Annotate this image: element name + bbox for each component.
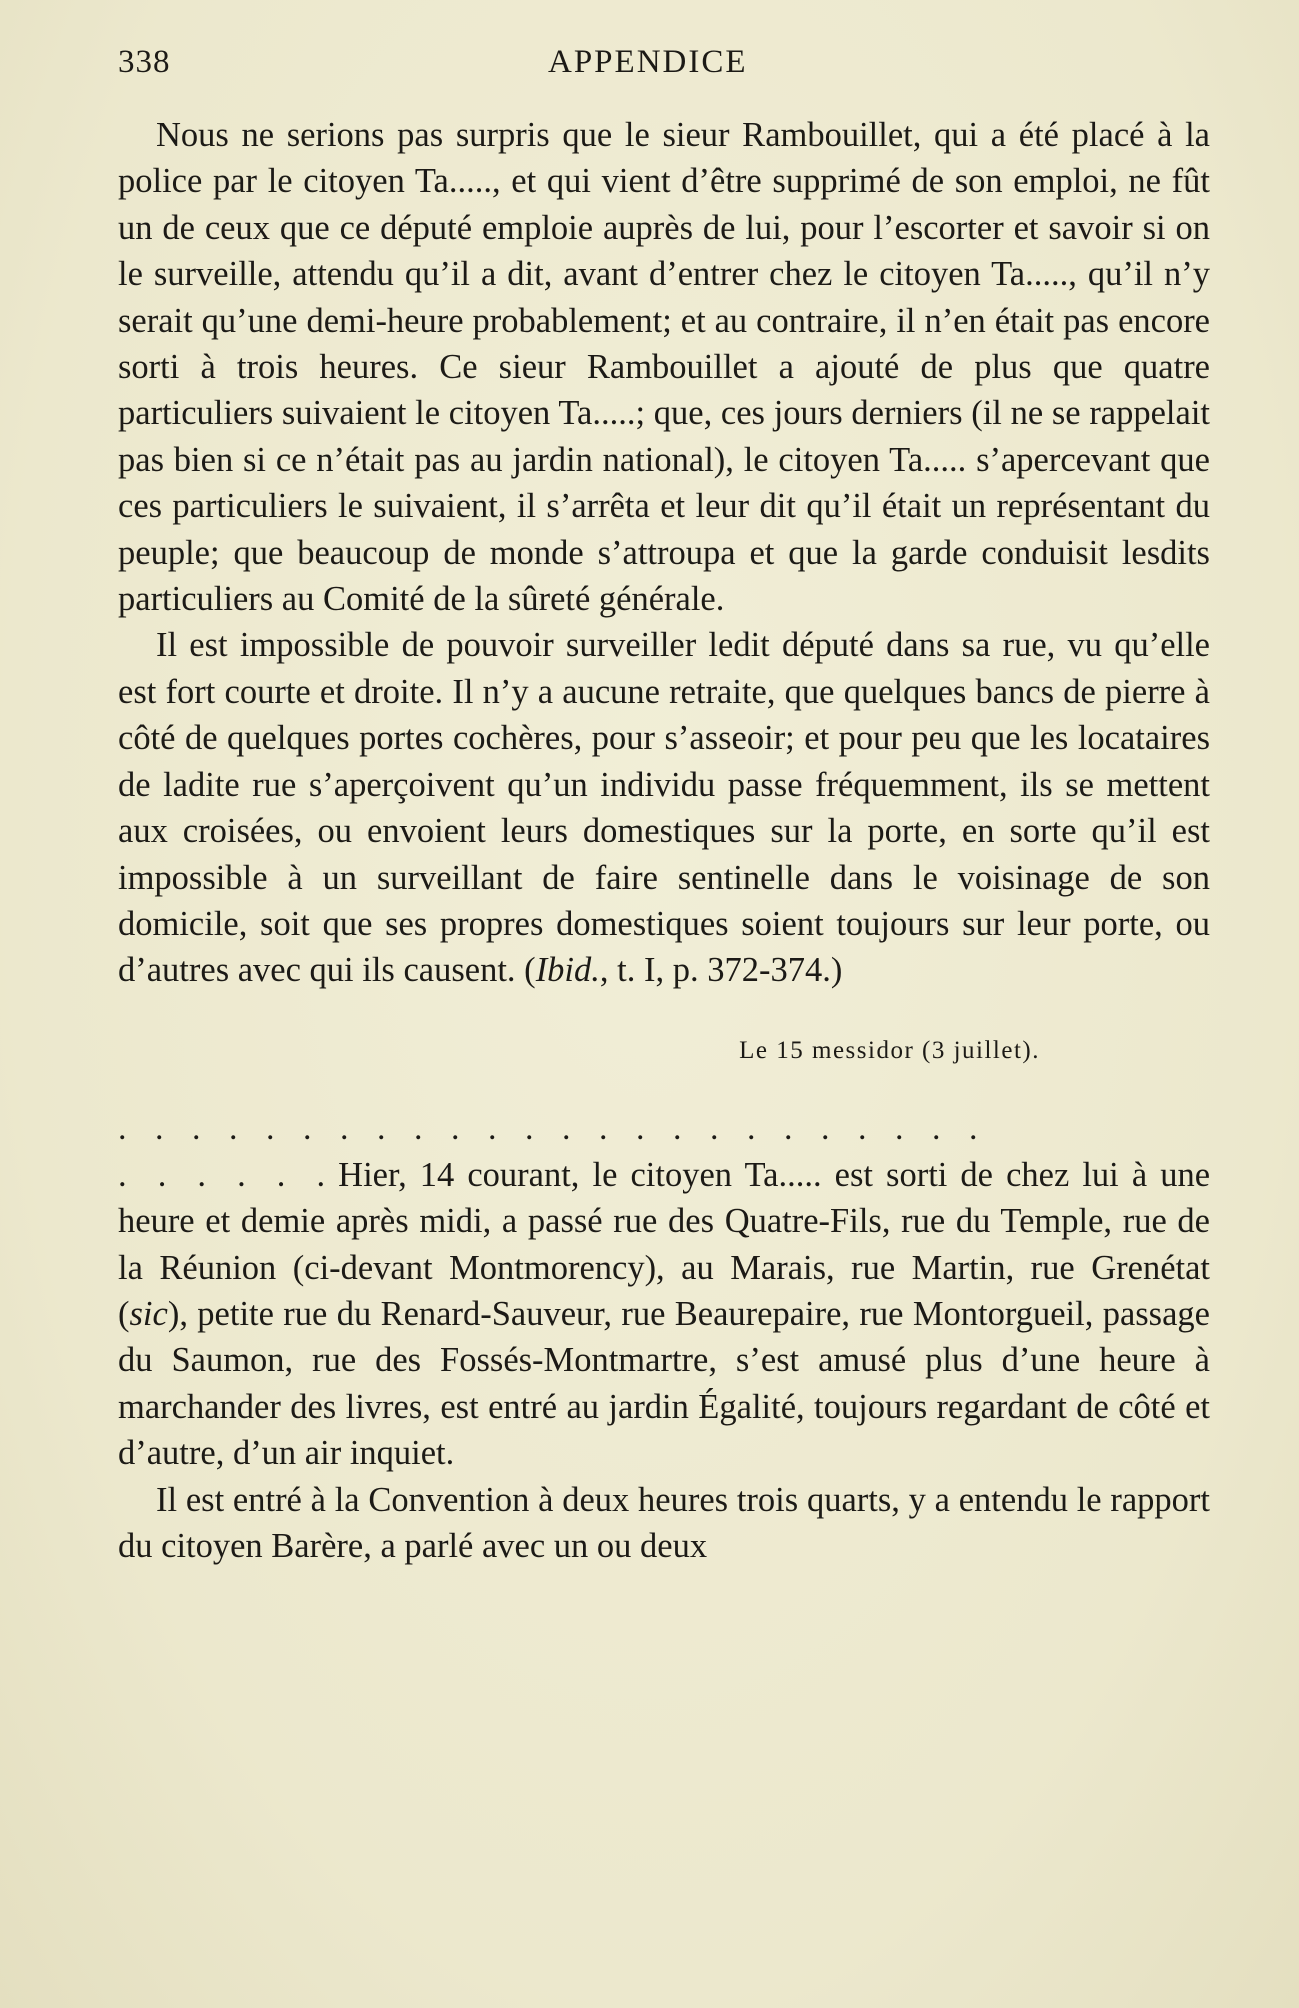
dateline: Le 15 messidor (3 juillet). (739, 1036, 1040, 1064)
paragraph-1: Nous ne serions pas surpris que le sieur Rambouillet, qui a été placé à la police par le citoyen Ta....., et qui vient d’être supprimé de son emploi, ne fût un de ceux que ce député emploie auprès de lui, pour l’escorter et savoir si on le surveille, attendu qu’il a dit, avant d’entrer chez le citoyen Ta....., qu’il n’y serait qu’une demi-heure probablement; et au contraire, il n’en était pas encore sorti à trois heures. Ce sieur Rambouillet a ajouté de plus que quatre particuliers suivaient le citoyen Ta.....; que, ces jours derniers (il ne se rappelait pas bien si ce n’était pas au jardin national), le citoyen Ta..... s’apercevant que ces particuliers le suivaient, il s’arrêta et leur dit qu’il était un représentant du peuple; que beaucoup de monde s’attroupa et que la garde conduisit lesdits particuliers au Comité de la sûreté générale. (118, 116, 1210, 619)
paragraph-2-citation: , t. I, p. 372-374.) (599, 951, 843, 990)
running-head-text: APPENDICE (548, 44, 748, 80)
page-body (118, 112, 1210, 1569)
paragraph-3 (118, 1152, 1210, 1477)
sic-note: sic (129, 1294, 168, 1333)
paragraph-3-text-end: ), petite rue du Renard-Sauveur, rue Beaurepaire, rue Montorgueil, passage du Saumon, rue des Fossés-Montmartre, s’est amusé plus d’une heure à marchander des livres, est entré au jardin Égalité, toujours regardant de côté et d’autre, d’un air inquiet. (118, 1294, 1210, 1473)
paragraph-4: Il est entré à la Convention à deux heures trois quarts, y a entendu le rapport du citoyen Barère, a parlé avec un ou deux (118, 1480, 1210, 1565)
paragraph-3-text: Hier, 14 courant, le citoyen Ta..... est sorti de chez lui à une heure et demie après midi, a passé rue des Quatre-Fils, rue du Temple, rue de la Réunion (ci-devant Montmorency), au Marais, rue Martin, rue Grenétat ( (118, 1155, 1211, 1333)
paragraph-2 (118, 622, 1210, 993)
running-head (118, 44, 1208, 81)
ellipsis-dots-line: . . . . . . . . . . . . . . . . . . . . . . . . (118, 1109, 978, 1147)
paragraph-3-lead-dots: . . . . . . (118, 1155, 326, 1194)
page-header (118, 44, 1208, 84)
ibid-reference: Ibid. (535, 951, 600, 990)
paragraph-2-text: Il est impossible de pouvoir surveiller ledit député dans sa rue, vu qu’elle est fort courte et droite. Il n’y a aucune retraite, que quelques bancs de pierre à côté de quelques portes cochères, pour s’asseoir; et pour peu que les locataires de ladite rue s’aperçoivent qu’un individu passe fréquemment, ils se mettent aux croisées, ou envoient leurs domestiques sur la porte, en sorte qu’il est impossible à un surveillant de faire sentinelle dans le voisinage de son domicile, soit que ses propres domestiques soient toujours sur leur porte, ou d’autres avec qui ils causent. ( (118, 626, 1210, 990)
page-number: 338 (118, 44, 171, 80)
